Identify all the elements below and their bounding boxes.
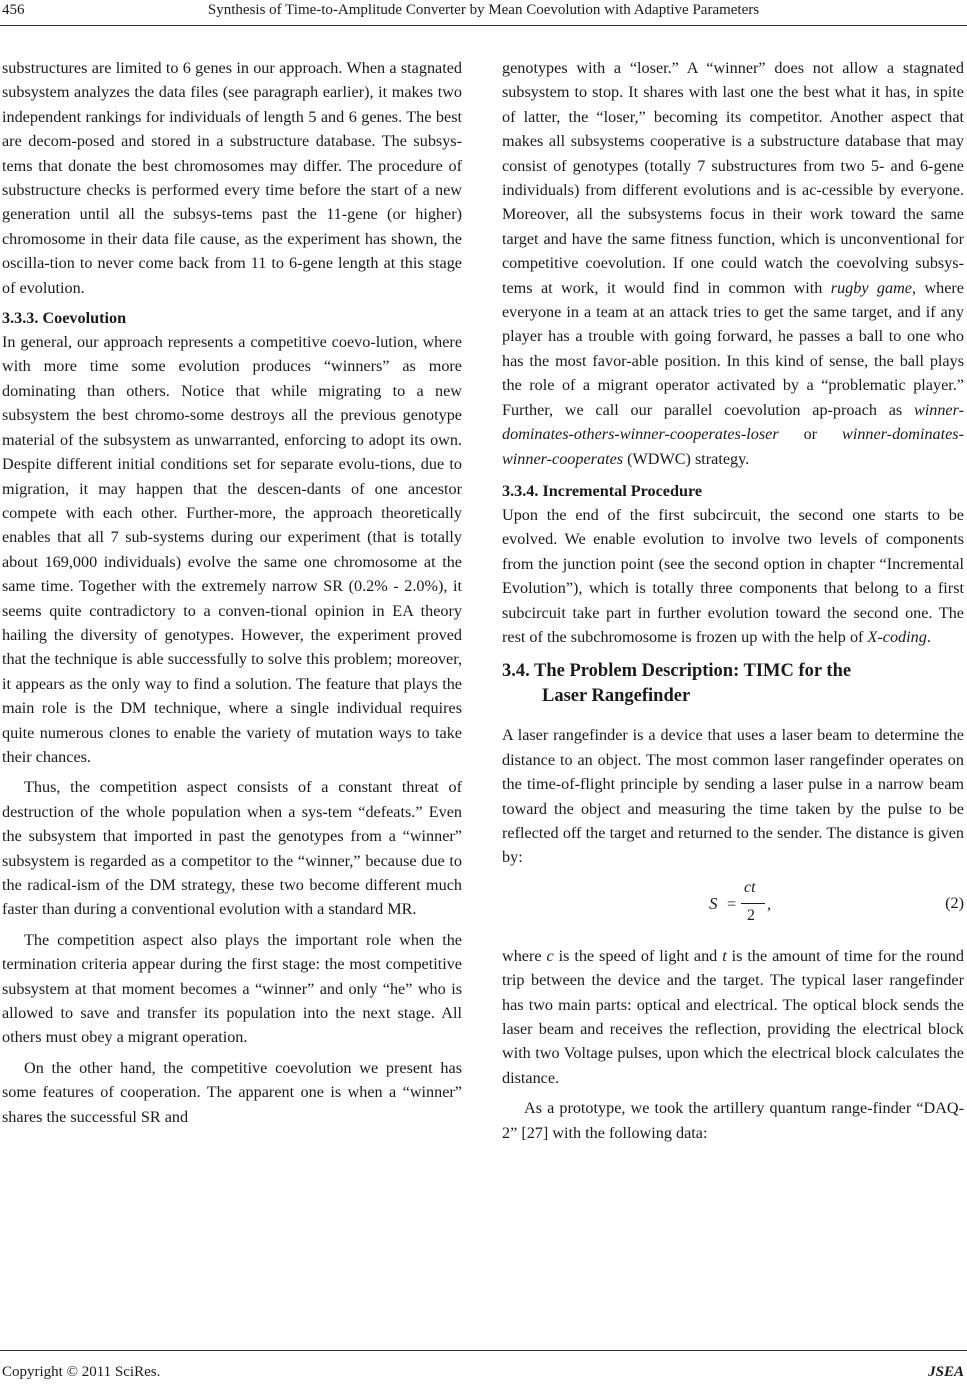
- strategy-term-short: winner-dominates-winner-cooperates: [502, 425, 964, 468]
- equation-comma: ,: [767, 894, 772, 913]
- equation-variable-s: S: [709, 893, 718, 913]
- page-number: 456: [2, 2, 25, 18]
- copyright-notice: Copyright © 2011 SciRes.: [2, 1364, 161, 1380]
- journal-abbreviation: JSEA: [928, 1364, 964, 1380]
- paragraph-cooperation-continued: genotypes with a “loser.” A “winner” does not allow a stagnated subsystem to stop. It shares with last one the best what it has, in spite of latter, the “loser,” becoming its competitor. Another aspect that makes all subsystems cooperative is a substructure database that may consist of genotypes (totally 7 substructures from two 5- and 6-gene individuals) from different evolutions and is ac-cessible by everyone. Moreover, all the subsystems focus in their work toward the same target and have the same fitness function, which is unconventional for competitive coevolution. If one could watch the coevolving subsys-tems at work, it would find in common with rugby game, where everyone in a team at an attack tries to get the same target, and if any player has a trouble with going forward, he passes a ball to one who has the most favor-able position. In this kind of sense, the ball plays the role of a migrant operator activated by a “problematic player.” Further, we call our parallel coevolution ap-proach as winner-dominates-others-winner-cooperates-loser or winner-dominates-winner-cooperates (WDWC) strategy.: [502, 59, 964, 468]
- running-title: Synthesis of Time-to-Amplitude Converter by Mean Coevolution with Adaptive Parameters: [207, 2, 760, 18]
- page-header: [0, 0, 967, 24]
- paragraph-speed-of-light: where c is the speed of light and t is the amount of time for the round trip between the device and the target. The typical laser rangefinder has two main parts: optical and electrical. The optical block sends the laser beam and receives the reflection, providing the electrical block with two Voltage pulses, upon which the electrical block calculates the distance.: [502, 946, 964, 1087]
- paragraph-termination-criteria: The competition aspect also plays the important role when the termination criteria appear during the first stage: the most competitive subsystem at that moment becomes a “winner” and only “he” who is allowed to save and transfer its population into the next stage. All others must obey a migrant operation.: [2, 930, 462, 1047]
- section-heading-incremental: 3.3.4. Incremental Procedure: [502, 481, 703, 500]
- section-heading-problem-description: 3.4. The Problem Description: TIMC for the Laser Rangefinder: [502, 661, 852, 707]
- header-rule: [0, 25, 967, 26]
- strategy-term-long: winner-dominates-others-winner-cooperates-loser: [502, 400, 964, 444]
- section-heading-coevolution: 3.3.3. Coevolution: [2, 309, 127, 328]
- equation-equals: =: [727, 894, 737, 913]
- x-coding-term: X-coding: [867, 627, 927, 646]
- equation-distance: [502, 876, 964, 938]
- right-column: [502, 56, 964, 1145]
- rugby-game-term: rugby game: [830, 278, 912, 297]
- equation-denominator: 2: [747, 906, 755, 924]
- paragraph-incremental: Upon the end of the first subcircuit, the second one starts to be evolved. We enable evolution to involve two levels of components from the junction point (see the second option in chapter “Incremental Evolution”), which is totally three components that belong to a first subcircuit take part in further evolution toward the second one. The rest of the subchromosome is frozen up with the help of X-coding.: [502, 505, 964, 646]
- footer-rule: [0, 1350, 967, 1351]
- paragraph-competition-aspect: Thus, the competition aspect consists of a constant threat of destruction of the whole population when a sys-tem “defeats.” Even the subsystem that imported in past the genotypes from a “winner” subsystem is regarded as a competitor to the “winner,” because due to the radical-ism of the DM strategy, these two become different much faster than during a conventional evolution with a standard MR.: [2, 778, 462, 919]
- paragraph-coevolution-intro: In general, our approach represents a competitive coevo-lution, where with more time some evolution produces “winners” as more dominating than others. Notice that while migrating to a new subsystem the best chromo-some destroys all the previous genotype material of the subsystem as unwarranted, enforcing to adopt its own. Despite different initial conditions set for separate evolu-tions, due to migration, it may happen that the descen-dants of one ancestor compete with each other. Further-more, the approach theoretically enables that all 7 sub-systems during our experiment (that is totally about 169,000 individuals) evolve the same one chromosome at the same time. Together with the extremely narrow SR (0.2% - 2.0%), it seems quite contradictory to a conven-tional opinion in EA theory hailing the diversity of genotypes. However, the experiment proved that the technique is able successfully to solve this problem; moreover, it appears as the only way to find a solution. The feature that plays the main role is the DM technique, where a single individual requires quite numerous clones to enable the variety of mutation ways to take their chances.: [2, 333, 462, 766]
- equation-numerator: ct: [744, 878, 756, 896]
- equation-number: (2): [945, 893, 964, 912]
- left-column: [2, 56, 462, 1129]
- paragraph-cooperation: On the other hand, the competitive coevolution we present has some features of cooperation. The apparent one is when a “winner” shares the successful SR and: [2, 1058, 462, 1126]
- page-footer: [0, 1350, 967, 1380]
- equation-formula: [709, 876, 779, 938]
- paragraph-substructures: substructures are limited to 6 genes in our approach. When a stagnated subsystem analyzes the data files (see paragraph earlier), it makes two independent rankings for individuals of length 5 and 6 genes. The best are decom-posed and stored in a substructure database. The subsys-tems that donate the best chromosomes may differ. The procedure of substructure checks is performed every time before the start of a new generation until all the subsys-tems past the 11-gene (or higher) chromosome in their data file cause, as the experiment has shown, the oscilla-tion to never come back from 11 to 6-gene length at this stage of evolution.: [2, 59, 462, 297]
- paragraph-laser-rangefinder: A laser rangefinder is a device that uses a laser beam to determine the distance to an object. The most common laser rangefinder operates on the time-of-flight principle by sending a laser pulse in a narrow beam toward the object and measuring the time taken by the pulse to be reflected off the target and returned to the sender. The distance is given by:: [502, 726, 964, 867]
- paragraph-prototype: As a prototype, we took the artillery quantum range-finder “DAQ-2” [27] with the following data:: [502, 1099, 964, 1142]
